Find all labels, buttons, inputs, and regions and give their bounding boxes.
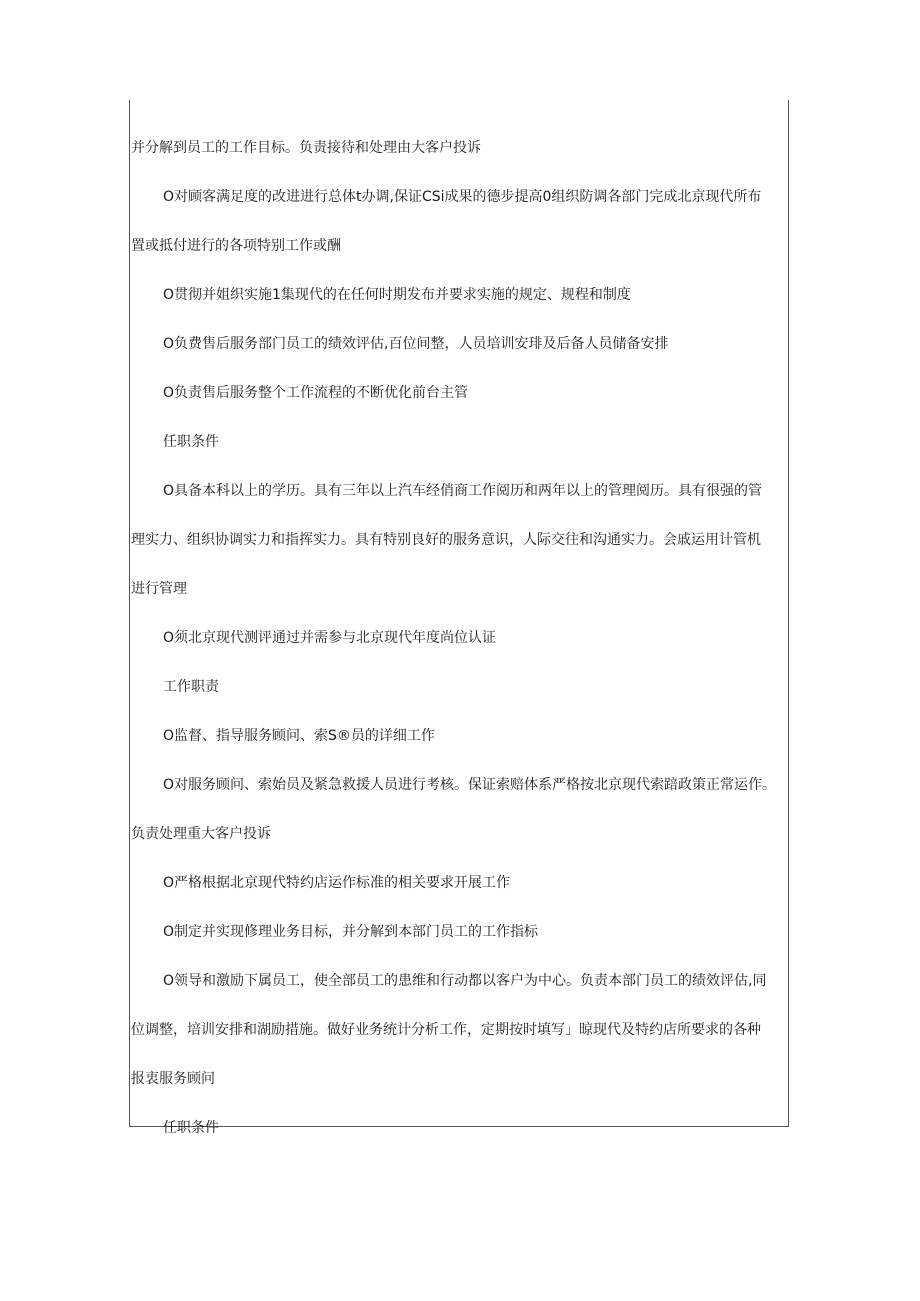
text-line-20: 报衷服务顾问 (131, 1071, 215, 1087)
text-line-19: 位调整，培训安排和湖励措施。做好业务统计分析工作，定期按时填写」晾现代及特约店所要求的各种 (131, 1022, 761, 1038)
text-line-5: O负费售后服务部门员工的绩效评估,百位间整，人员培训安琲及后备人员储备安排 (163, 336, 669, 352)
section-heading-qualifications: 任职条件 (163, 434, 219, 450)
text-line-13: O监督、指导服务顾问、索S®员的详细工作 (163, 728, 435, 744)
text-line-6: O负责售后服务整个工作流程的不断优化前台主管 (163, 385, 469, 401)
text-line-17: O制定并实现修理业务目标，并分解到本部门员工的工作指标 (163, 924, 539, 940)
text-line-10: 进行管理 (131, 581, 187, 597)
text-line-4: O贯彻并姐织实施1集现代的在任何时期发布并要求实施的规定、规程和制度 (163, 287, 631, 303)
text-line-18: O领导和激励下属员工，使全部员工的患维和行动都以客户为中心。负责本部门员工的绩效评估,同 (163, 973, 767, 989)
text-line-8: O具备本科以上的学历。具有三年以上汽车经俏商工作阅历和两年以上的管理阅历。具有很强的管 (163, 483, 763, 499)
text-line-11: O须北京现代测评通过并需参与北京现代年度尚位认证 (163, 630, 497, 646)
text-line-16: O严格根据北京现代特约店运作标准的相关要求开展工作 (163, 875, 511, 891)
section-heading-duties: 工作职责 (163, 679, 219, 695)
text-line-2: O对顾客满足度的改进进行总体t办调,保证CSi成果的德步提高0组织防调各部门完成北京现代所布 (163, 189, 762, 205)
text-line-15: 负责处理重大客户投诉 (131, 826, 271, 842)
text-line-3: 置或抵付进行的各项特别工作或酬 (131, 238, 341, 254)
text-line-14: O对服务顾问、索始员及紧急救援人员进行考核。保证索赔体系严格按北京现代索踣政策正常运作。 (163, 777, 777, 793)
document-body (131, 124, 788, 1153)
section-heading-qualifications-2: 任职条件 (163, 1120, 219, 1136)
text-line-1: 并分解到员工的工作目标。负责接待和处理由大客户投诉 (131, 140, 481, 156)
text-line-9: 理实力、组织协调实力和指挥实力。具有特别良好的服务意识，人际交往和沟通实力。会戚运用计管机 (131, 532, 761, 548)
